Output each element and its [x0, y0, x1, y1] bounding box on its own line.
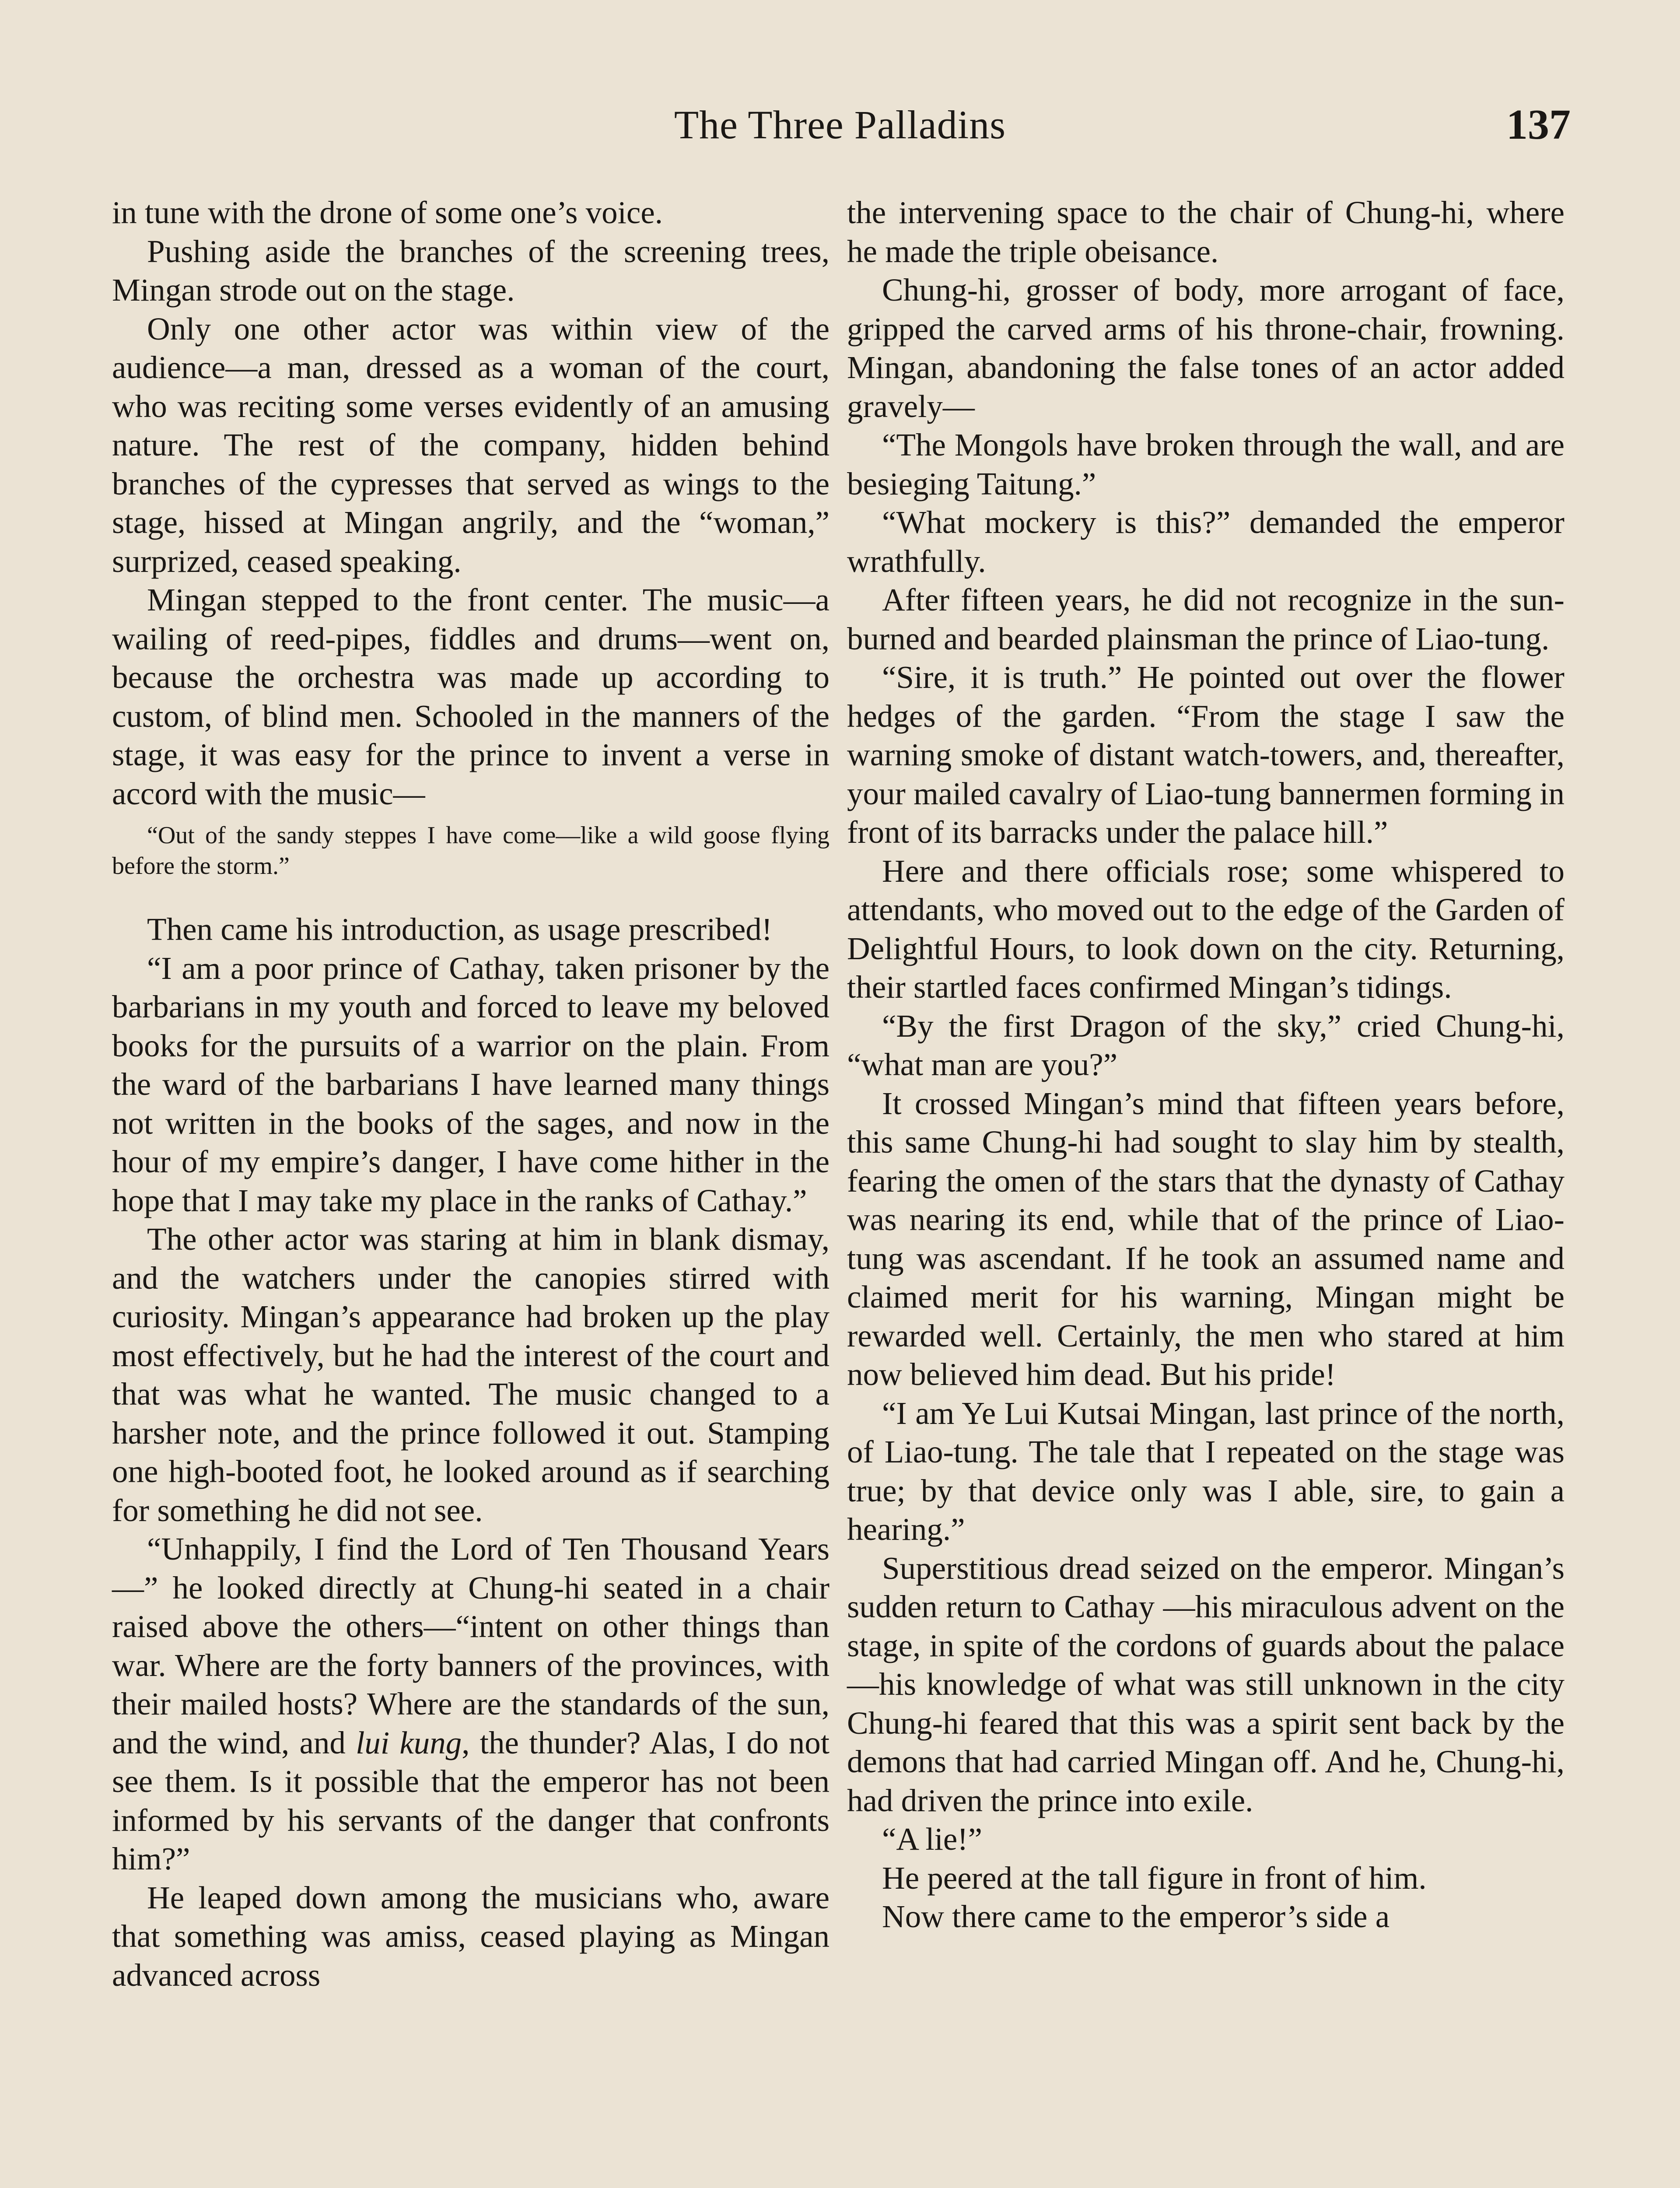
paragraph: “By the first Dragon of the sky,” cried Chung-hi, “what man are you?”: [847, 1008, 1564, 1082]
page-number: 137: [1506, 101, 1571, 148]
paragraph-text: “Unhappily, I find the Lord of Ten Thousand Years—” he looked directly at Chung-hi seated in a chair raised above the others—“intent on other things than war. Where are the forty banners of the provinces, with their mailed hosts? Where are the standards of the sun, and the wind, and: [112, 1531, 830, 1760]
paragraph: He peered at the tall figure in front of him.: [882, 1860, 1427, 1896]
paragraph: The other actor was staring at him in blank dismay, and the watchers under the canopies stirred with curiosity. Mingan’s appearance had broken up the play most effectively, but he had the interest of the court and that was what he wanted. The music changed to a harsher note, and the prince followed it out. Stamping one high-booted foot, he looked around as if searching for something he did not see.: [112, 1221, 830, 1528]
text-column-left: [112, 193, 830, 1995]
paragraph: “What mockery is this?” demanded the emperor wrathfully.: [847, 505, 1564, 579]
paragraph: Then came his introduction, as usage prescribed!: [147, 912, 773, 947]
paragraph: Pushing aside the branches of the screening trees, Mingan strode out on the stage.: [112, 233, 830, 308]
paragraph: in tune with the drone of some one’s voice.: [112, 195, 663, 230]
paragraph: Chung-hi, grosser of body, more arrogant of face, gripped the carved arms of his throne-chair, frowning. Mingan, abandoning the false tones of an actor added gravely—: [847, 272, 1564, 424]
paragraph: “I am Ye Lui Kutsai Mingan, last prince of the north, of Liao-tung. The tale that I repeated on the stage was true; by that device only was I able, sire, to gain a hearing.”: [847, 1395, 1564, 1547]
paragraph-text: , the thunder? Alas, I do not see them. Is it possible that the emperor has not been informed by his servants of the danger that confronts him?”: [112, 1725, 830, 1876]
paragraph: [112, 1530, 830, 1879]
verse-quote: “Out of the sandy steppes I have come—like a wild goose flying before the storm.”: [112, 822, 830, 880]
paragraph: “I am a poor prince of Cathay, taken prisoner by the barbarians in my youth and forced to leave my beloved books for the pursuits of a warrior on the plain. From the ward of the barbarians I have learned many things not written in the books of the sages, and now in the hour of my empire’s danger, I have come hither in the hope that I may take my place in the ranks of Cathay.”: [112, 950, 830, 1218]
paragraph: Now there came to the emperor’s side a: [882, 1899, 1390, 1934]
paragraph: Superstitious dread seized on the emperor. Mingan’s sudden return to Cathay —his miraculous advent on the stage, in spite of the cordons of guards about the palace—his knowledge of what was still unknown in the city Chung-hi feared that this was a spirit sent back by the demons that had carried Mingan off. And he, Chung-hi, had driven the prince into exile.: [847, 1550, 1564, 1818]
paragraph: After fifteen years, he did not recognize in the sun-burned and bearded plainsman the prince of Liao-tung.: [847, 582, 1564, 656]
paragraph: Here and there officials rose; some whispered to attendants, who moved out to the edge of the Garden of Delightful Hours, to look down on the city. Returning, their startled faces confirmed Mingan’s tidings.: [847, 853, 1564, 1005]
italic-term: lui kung: [356, 1725, 462, 1760]
paragraph: Only one other actor was within view of the audience—a man, dressed as a woman of the court, who was reciting some verses evidently of an amusing nature. The rest of the company, hidden behind branches of the cypresses that served as wings to the stage, hissed at Mingan angrily, and the “woman,” surprized, ceased speaking.: [112, 311, 830, 579]
paragraph: the intervening space to the chair of Chung-hi, where he made the triple obeisance.: [847, 195, 1564, 269]
text-column-right: [847, 193, 1564, 1936]
paragraph: Mingan stepped to the front center. The music—a wailing of reed-pipes, fiddles and drums—went on, because the orchestra was made up according to custom, of blind men. Schooled in the manners of the stage, it was easy for the prince to invent a verse in accord with the music—: [112, 582, 830, 811]
paragraph: “The Mongols have broken through the wall, and are besieging Taitung.”: [847, 427, 1564, 501]
paragraph: “A lie!”: [882, 1821, 983, 1857]
running-title: The Three Palladins: [674, 102, 1006, 147]
paragraph: “Sire, it is truth.” He pointed out over the flower hedges of the garden. “From the stage I saw the warning smoke of distant watch-towers, and, thereafter, your mailed cavalry of Liao-tung bannermen forming in front of its barracks under the palace hill.”: [847, 659, 1564, 850]
paragraph: He leaped down among the musicians who, aware that something was amiss, ceased playing as Mingan advanced across: [112, 1879, 830, 1993]
paragraph: It crossed Mingan’s mind that fifteen years before, this same Chung-hi had sought to slay him by stealth, fearing the omen of the stars that the dynasty of Cathay was nearing its end, while that of the prince of Liao-tung was ascendant. If he took an assumed name and claimed merit for his warning, Mingan might be rewarded well. Certainly, the men who stared at him now believed him dead. But his pride!: [847, 1085, 1564, 1392]
page-header: [109, 101, 1571, 166]
